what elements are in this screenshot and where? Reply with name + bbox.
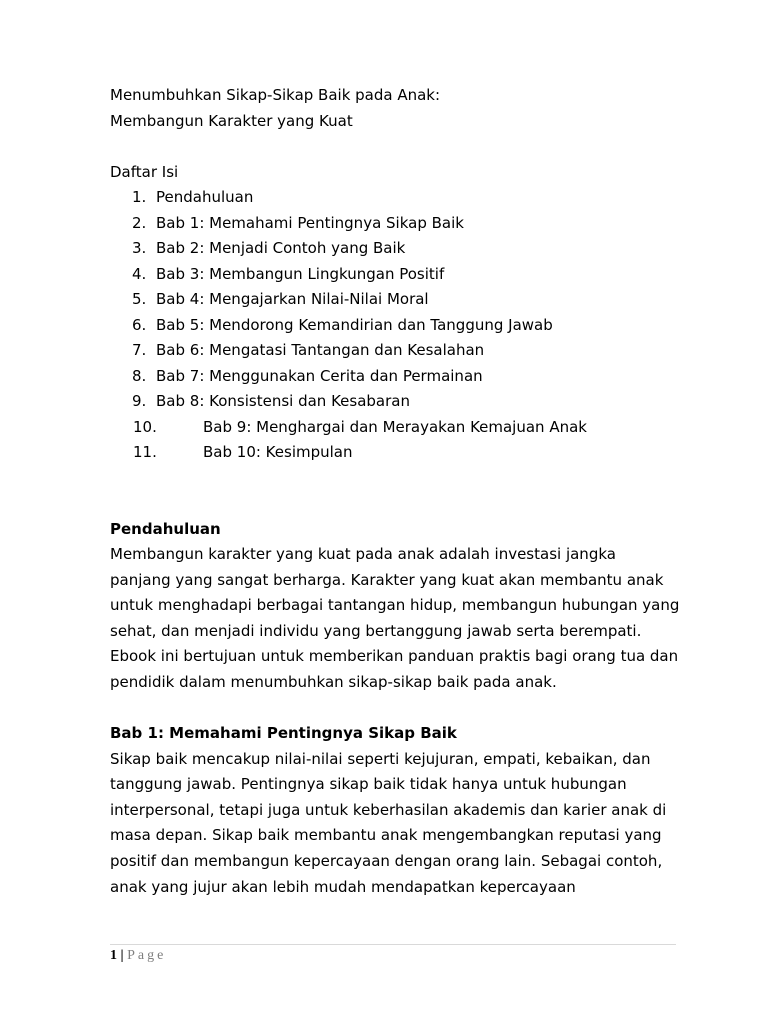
toc-item <box>110 236 680 262</box>
page-footer <box>110 946 166 966</box>
toc-item-label: Bab 7: Menggunakan Cerita dan Permainan <box>156 366 483 385</box>
toc-item-number: 5. <box>132 290 147 308</box>
toc-item-number: 7. <box>132 341 147 359</box>
toc-item-label: Bab 8: Konsistensi dan Kesabaran <box>156 392 410 410</box>
footer-divider <box>110 944 676 945</box>
section-paragraph: Membangun karakter yang kuat pada anak adalah investasi jangka panjang yang sangat berharga. Karakter yang kuat akan membantu anak untuk menghadapi berbagai tantangan hidup, membangun hubungan yang sehat, dan menjadi individu yang bertanggung jawab serta berempati. Ebook ini bertujuan untuk memberikan panduan praktis bagi orang tua dan pendidik dalam menumbuhkan sikap-sikap baik pada anak. <box>110 545 680 691</box>
toc-item <box>110 211 680 237</box>
toc-item-label: Bab 10: Kesimpulan <box>203 443 353 461</box>
toc-item-number: 9. <box>132 392 147 410</box>
toc-item-number: 8. <box>132 366 147 385</box>
section-heading: Bab 1: Memahami Pentingnya Sikap Baik <box>110 724 457 743</box>
toc-item-label: Bab 1: Memahami Pentingnya Sikap Baik <box>156 213 464 232</box>
toc-item <box>110 262 680 288</box>
toc-item <box>110 185 680 211</box>
section-paragraph: Sikap baik mencakup nilai-nilai seperti kejujuran, empati, kebaikan, dan tanggung jawab. Pentingnya sikap baik tidak hanya untuk hubungan interpersonal, tetapi juga untuk keberhasilan akademis dan karier anak di masa depan. Sikap baik membantu anak mengembangkan reputasi yang positif dan membangun kepercayaan dengan orang lain. Sebagai contoh, anak yang jujur akan lebih mudah mendapatkan kepercayaan <box>110 749 667 896</box>
toc-item-label: Bab 3: Membangun Lingkungan Positif <box>156 264 445 283</box>
toc-item-label: Bab 4: Mengajarkan Nilai-Nilai Moral <box>156 290 429 308</box>
toc-item <box>110 313 680 339</box>
page-label: Page <box>127 948 167 963</box>
table-of-contents <box>110 185 680 466</box>
page-content <box>110 83 680 900</box>
toc-item-number: 2. <box>132 213 147 232</box>
page-separator: | <box>120 948 124 963</box>
document-title-line-2: Membangun Karakter yang Kuat <box>110 111 353 130</box>
toc-item-number: 10. <box>133 417 157 436</box>
toc-item-label: Bab 5: Mendorong Kemandirian dan Tanggung Jawab <box>156 315 553 334</box>
toc-item-number: 4. <box>132 264 147 283</box>
toc-item <box>110 364 680 390</box>
toc-item <box>110 440 680 466</box>
toc-item-label: Bab 6: Mengatasi Tantangan dan Kesalahan <box>156 341 485 359</box>
toc-item <box>110 389 680 415</box>
section-heading: Pendahuluan <box>110 519 221 538</box>
toc-item-number: 6. <box>132 315 147 334</box>
toc-item-number: 3. <box>132 239 147 257</box>
document-title-line-1: Menumbuhkan Sikap-Sikap Baik pada Anak: <box>110 86 441 104</box>
toc-item <box>110 415 680 441</box>
section-pendahuluan <box>110 517 680 696</box>
toc-item <box>110 338 680 364</box>
toc-item-label: Bab 2: Menjadi Contoh yang Baik <box>156 239 406 257</box>
section-bab-1 <box>110 721 680 900</box>
toc-item <box>110 287 680 313</box>
toc-heading: Daftar Isi <box>110 162 179 181</box>
page-number: 1 <box>110 948 117 963</box>
toc-item-label: Pendahuluan <box>156 188 254 206</box>
toc-item-label: Bab 9: Menghargai dan Merayakan Kemajuan Anak <box>203 417 587 436</box>
toc-item-number: 11. <box>133 443 157 461</box>
toc-item-number: 1. <box>132 188 147 206</box>
